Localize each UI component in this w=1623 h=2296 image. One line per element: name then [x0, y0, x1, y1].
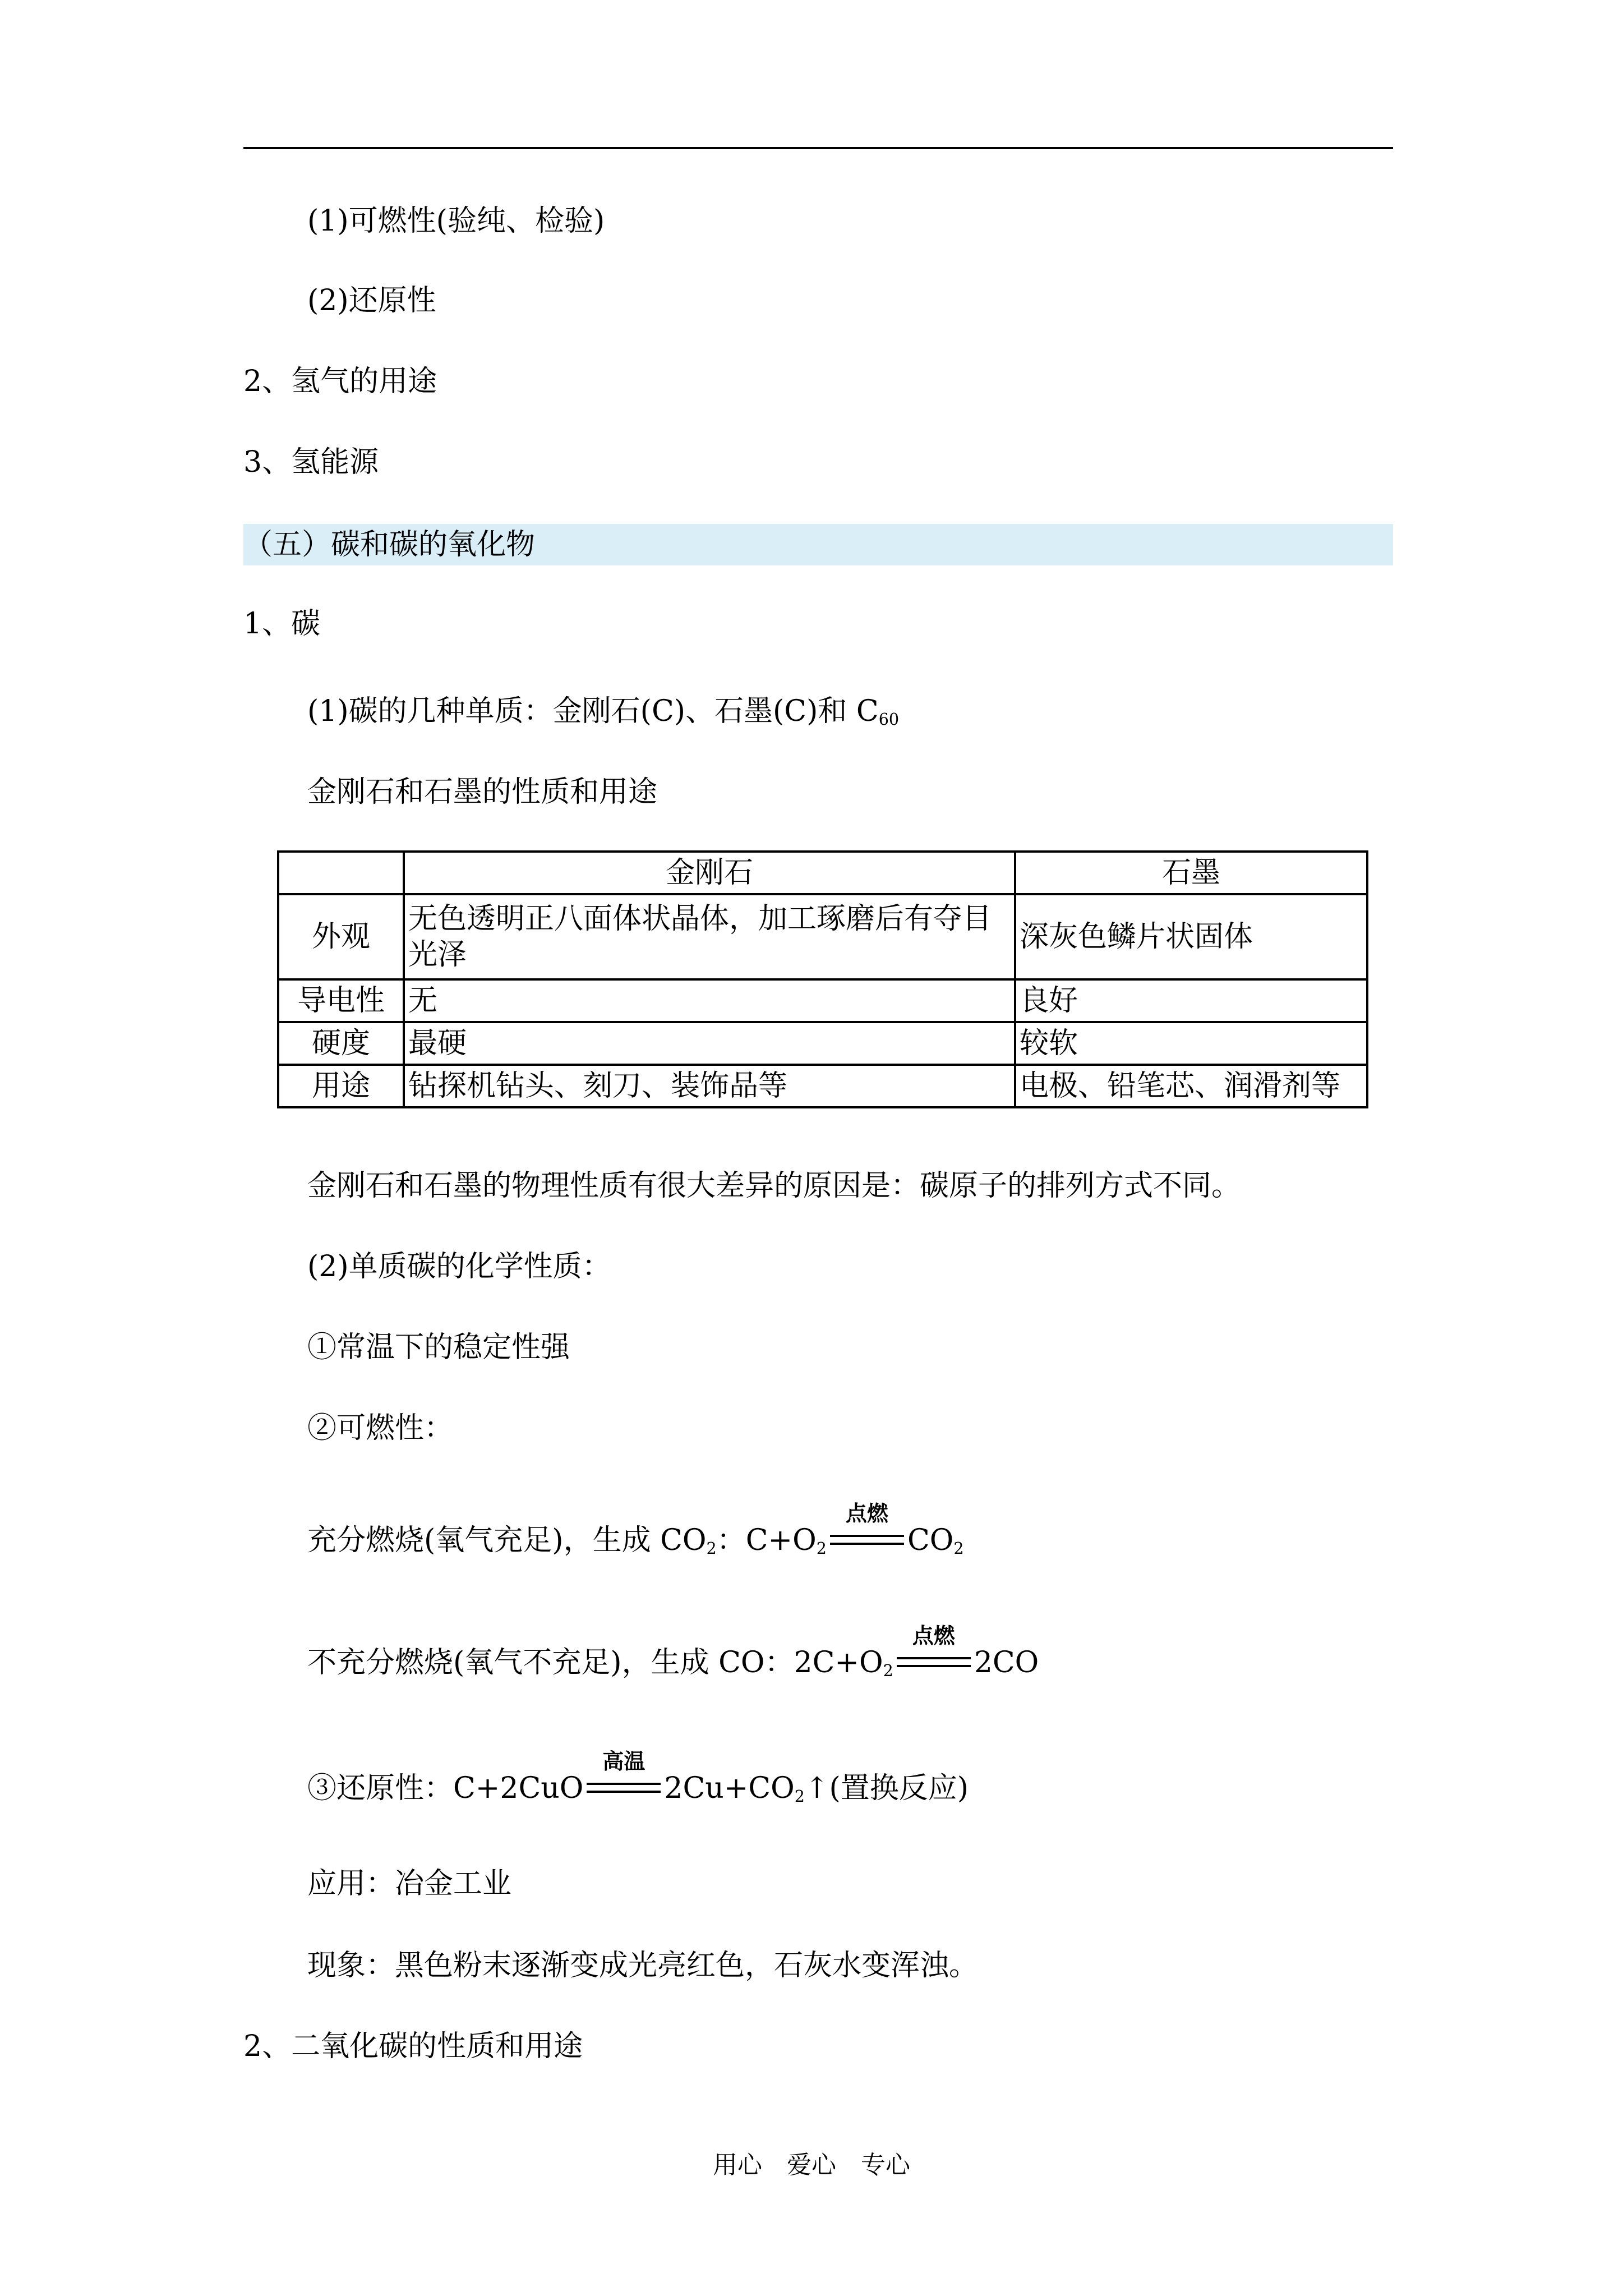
- table-header-cell: 金刚石: [404, 852, 1015, 894]
- reaction-condition-ignite: 点燃: [897, 1645, 971, 1681]
- table-row: [278, 894, 1367, 979]
- equation-incomplete-combustion: 不充分燃烧(氧气不充足)，生成 CO：$2C+O_2$ 点燃 2CO: [307, 1623, 1039, 1681]
- table-cell: 较软: [1015, 1022, 1367, 1065]
- equation-complete-combustion: 充分燃烧(氧气充足)，生成 $CO_2$：$C+O_2$ 点燃 $CO_2$: [307, 1501, 964, 1558]
- text-application: 应用：冶金工业: [307, 1867, 512, 1901]
- text-flammability: ②可燃性：: [307, 1411, 454, 1445]
- reaction-condition-ignite: 点燃: [830, 1522, 904, 1558]
- table-header-cell: [278, 852, 404, 894]
- table-header-cell: 石墨: [1015, 852, 1367, 894]
- table-cell: 电极、铅笔芯、润滑剂等: [1015, 1065, 1367, 1107]
- reaction-condition-high-temp: 高温: [587, 1770, 661, 1806]
- table-cell: 用途: [278, 1065, 404, 1107]
- equation-reduction: ③还原性：C+2CuO 高温 $2Cu+CO_2↑$(置换反应): [307, 1749, 969, 1806]
- table-cell: 外观: [278, 894, 404, 979]
- text-carbon: 1、碳: [243, 607, 321, 641]
- table-header-row: [278, 852, 1367, 894]
- text-co2-heading: 2、二氧化碳的性质和用途: [243, 2030, 583, 2063]
- table-cell: 最硬: [404, 1022, 1015, 1065]
- table-title: 金刚石和石墨的性质和用途: [307, 775, 658, 809]
- text-reason: 金刚石和石墨的物理性质有很大差异的原因是：碳原子的排列方式不同。: [307, 1169, 1241, 1203]
- section-heading-band: [243, 524, 1393, 565]
- section-heading: （五）碳和碳的氧化物: [243, 528, 536, 562]
- text-hydrogen-uses: 2、氢气的用途: [243, 365, 437, 398]
- table-cell: 钻探机钻头、刻刀、装饰品等: [404, 1065, 1015, 1107]
- table-cell: 硬度: [278, 1022, 404, 1065]
- properties-table: [277, 850, 1368, 1108]
- text-phenomenon: 现象：黑色粉末逐渐变成光亮红色，石灰水变浑浊。: [307, 1949, 979, 1982]
- page-footer: 用心 爱心 专心: [713, 2151, 910, 2179]
- table-cell: 无色透明正八面体状晶体，加工琢磨后有夺目光泽: [404, 894, 1015, 979]
- header-rule: [243, 147, 1393, 149]
- text-stability: ①常温下的稳定性强: [307, 1331, 570, 1364]
- table-row: [278, 1065, 1367, 1107]
- text-reducibility: (2)还原性: [307, 284, 436, 318]
- text-hydrogen-energy: 3、氢能源: [243, 445, 379, 479]
- table-cell: 良好: [1015, 979, 1367, 1022]
- table-cell: 无: [404, 979, 1015, 1022]
- text-combustibility: (1)可燃性(验纯、检验): [307, 204, 605, 238]
- table-cell: 深灰色鳞片状固体: [1015, 894, 1367, 979]
- table-row: [278, 979, 1367, 1022]
- text-chemical-properties: (2)单质碳的化学性质：: [307, 1250, 611, 1283]
- table-row: [278, 1022, 1367, 1065]
- table-cell: 导电性: [278, 979, 404, 1022]
- text-carbon-allotropes: (1)碳的几种单质：金刚石(C)、石墨(C)和 $C_{60}$: [307, 694, 900, 729]
